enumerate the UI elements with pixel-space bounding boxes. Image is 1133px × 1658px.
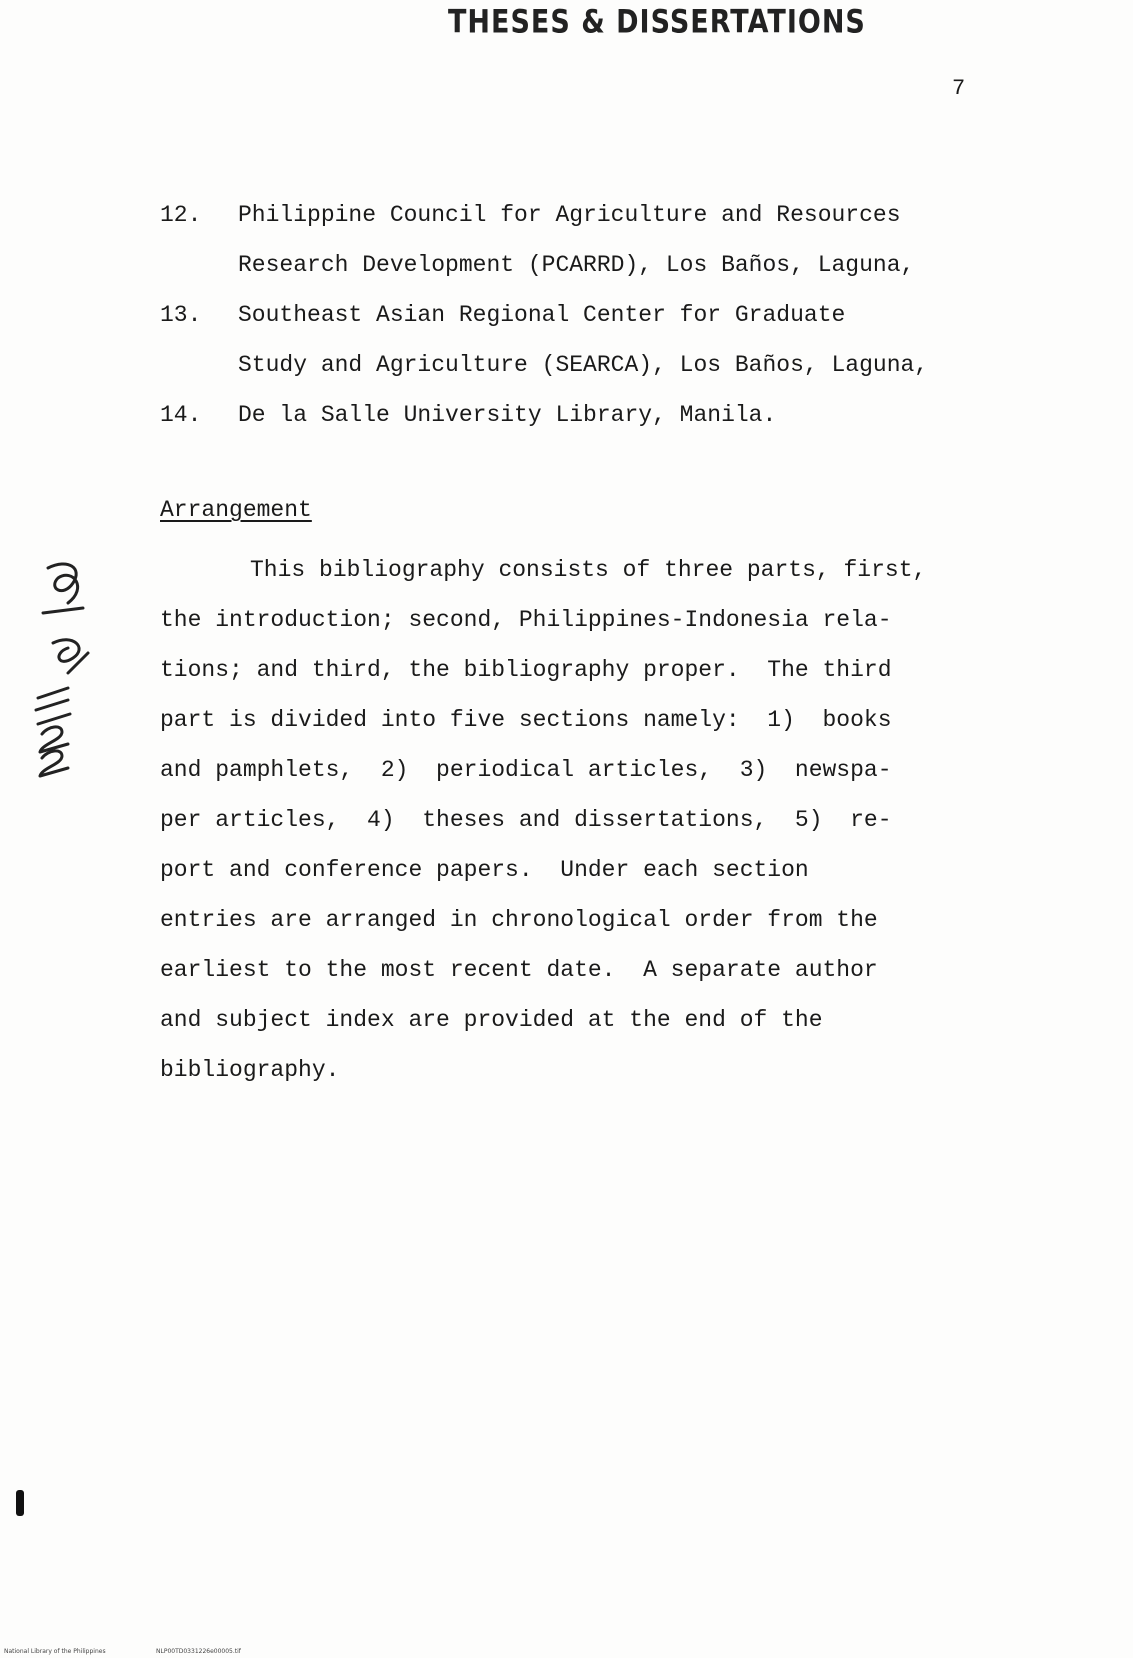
list-item-line: Study and Agriculture (SEARCA), Los Baños, Laguna, [238,352,929,378]
paragraph-line: This bibliography consists of three parts, first, [250,557,927,583]
footer-file-code: NLP00TD0331226e00005.tif [156,1648,241,1655]
list-item-text [238,290,1040,390]
list-item-line: Southeast Asian Regional Center for Graduate [238,302,846,328]
paragraph-line: bibliography. [160,1057,340,1083]
theses-dissertations-stamp: THESES & DISSERTATIONS [448,4,866,41]
library-list [160,190,1040,440]
list-item-line: Philippine Council for Agriculture and Resources [238,202,901,228]
page-number: 7 [952,76,966,101]
list-item [160,290,1040,390]
paragraph-line: per articles, 4) theses and dissertations, 5) re- [160,807,892,833]
paragraph-line: tions; and third, the bibliography proper. The third [160,657,892,683]
paragraph-line: the introduction; second, Philippines-Indonesia rela- [160,607,892,633]
paragraph-line: entries are arranged in chronological order from the [160,907,878,933]
list-item-number: 14. [160,402,202,428]
list-item-line: Research Development (PCARRD), Los Baños, Laguna, [238,252,915,278]
footer-library: National Library of the Philippines [4,1648,106,1655]
paragraph-line: and pamphlets, 2) periodical articles, 3) newspa- [160,757,892,783]
arrangement-paragraph [160,545,1010,1095]
arrangement-heading: Arrangement [160,497,312,523]
scan-edge-mark [16,1490,24,1516]
list-item [160,390,1040,440]
paragraph-line: port and conference papers. Under each section [160,857,809,883]
list-item [160,190,1040,290]
list-item-number: 12. [160,202,202,228]
list-item-text [238,390,1040,440]
paragraph-line: and subject index are provided at the end of the [160,1007,823,1033]
paragraph-line: part is divided into five sections namely: 1) books [160,707,892,733]
handwritten-margin-note [28,548,108,788]
list-item-text [238,190,1040,290]
list-item-number: 13. [160,302,202,328]
list-item-line: De la Salle University Library, Manila. [238,402,777,428]
paragraph-line: earliest to the most recent date. A separate author [160,957,878,983]
